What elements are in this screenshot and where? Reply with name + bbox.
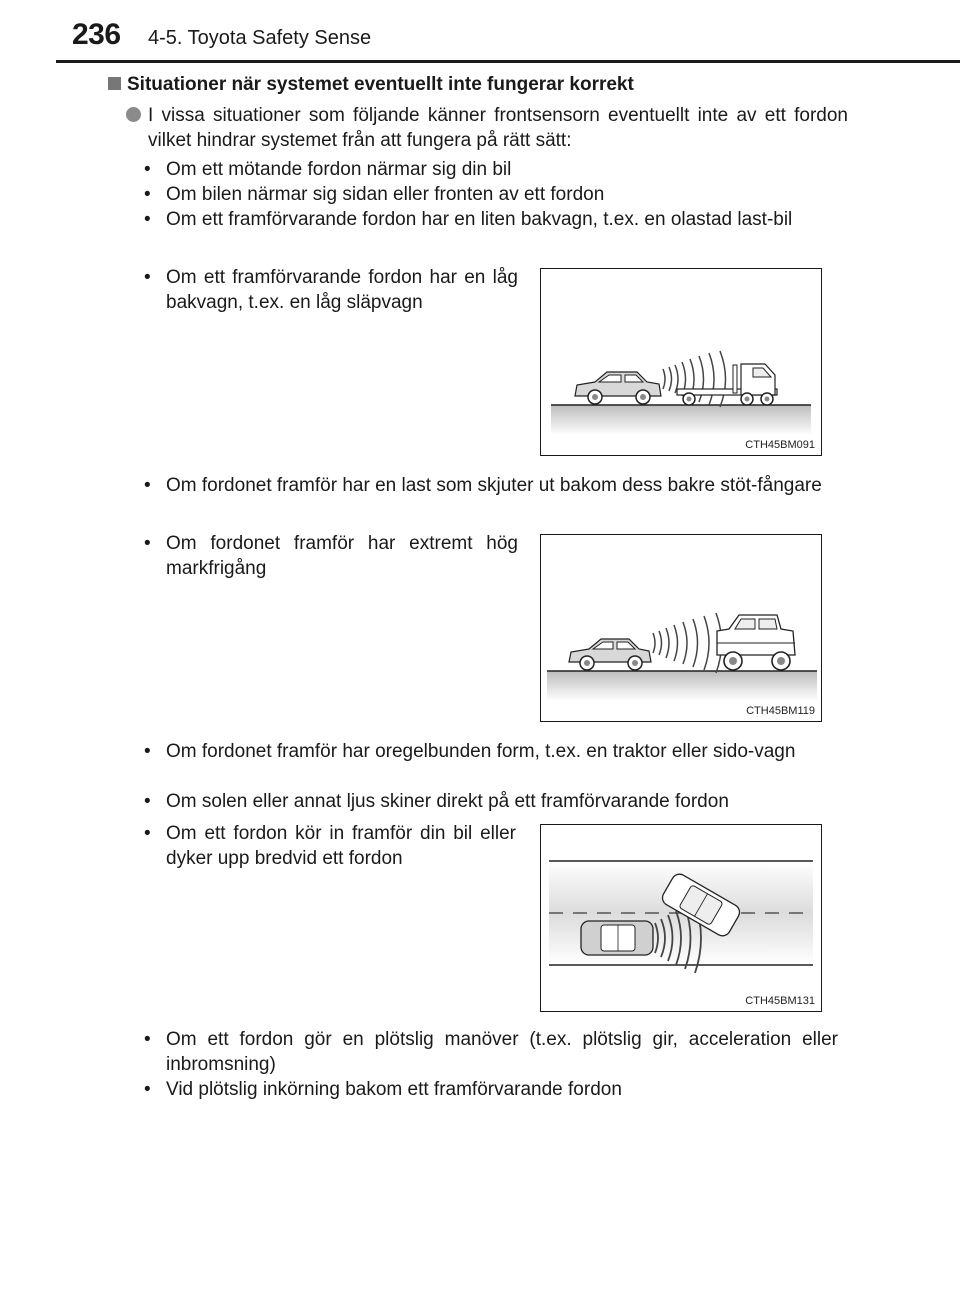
page-header [0,0,960,60]
bullet-dot: • [144,533,151,554]
chapter-title: 4-5. Toyota Safety Sense [148,27,372,49]
bullet-dot: • [144,791,151,812]
bullet-dot: • [144,1079,151,1100]
bullet-dot: • [144,184,151,205]
bullet-dot: • [144,475,151,496]
low-trailer-illustration [541,269,821,455]
list-item-text: Vid plötslig inkörning bakom ett framförvarande fordon [166,1079,622,1100]
bullet-dot: • [144,209,151,230]
list-item-text: Om fordonet framför har oregelbunden form, t.ex. en traktor eller sido-vagn [166,741,796,762]
list-item [144,207,848,232]
list-item-text: Om ett mötande fordon närmar sig din bil [166,159,512,180]
figure-high-clearance [540,534,822,722]
list-item-text: Om bilen närmar sig sidan eller fronten av ett fordon [166,184,605,205]
figure-caption-item [144,531,520,581]
list-item [144,789,848,814]
square-bullet-icon [108,77,121,90]
circle-bullet-icon [126,107,141,122]
list-item-text: Om fordonet framför har en last som skjuter ut bakom dess bakre stöt-fångare [166,475,822,496]
list-item [144,473,848,498]
high-clearance-illustration [541,535,821,721]
bullet-dot: • [144,741,151,762]
page-number: 236 [72,18,121,51]
list-item-text: Om ett fordon gör en plötslig manöver (t.ex. plötslig gir, acceleration eller inbromsning) [166,1029,838,1075]
figure-code: CTH45BM119 [746,705,815,717]
list-item-text: Om fordonet framför har extremt hög markfrigång [166,533,518,579]
figure-cut-in [540,824,822,1012]
list-item [144,739,848,764]
figure-code: CTH45BM091 [745,439,815,451]
list-item [144,182,848,207]
list-item [144,157,848,182]
section-title: Situationer när systemet eventuellt inte fungerar korrekt [127,74,634,95]
list-item [144,1077,848,1102]
figure-code: CTH45BM131 [745,995,815,1007]
list-item-text: Om solen eller annat ljus skiner direkt på ett framförvarande fordon [166,791,729,812]
list-item-text: Om ett framförvarande fordon har en låg bakvagn, t.ex. en låg släpvagn [166,267,518,313]
figure-low-trailer [540,268,822,456]
bullet-dot: • [144,159,151,180]
bullet-dot: • [144,1029,151,1050]
cut-in-illustration [541,825,821,1011]
section-heading [108,74,634,96]
header-rule [56,60,960,63]
figure-caption-item [144,821,520,871]
bullet-dot: • [144,823,151,844]
bullet-dot: • [144,267,151,288]
intro-paragraph: I vissa situationer som följande känner frontsensorn eventuellt inte av ett fordon vilket hindrar systemet från att fungera på rätt sätt: [148,105,848,151]
figure-caption-item [144,265,520,315]
list-item-text: Om ett framförvarande fordon har en liten bakvagn, t.ex. en olastad last-bil [166,209,793,230]
list-item [144,1027,848,1077]
list-item-text: Om ett fordon kör in framför din bil eller dyker upp bredvid ett fordon [166,823,516,869]
